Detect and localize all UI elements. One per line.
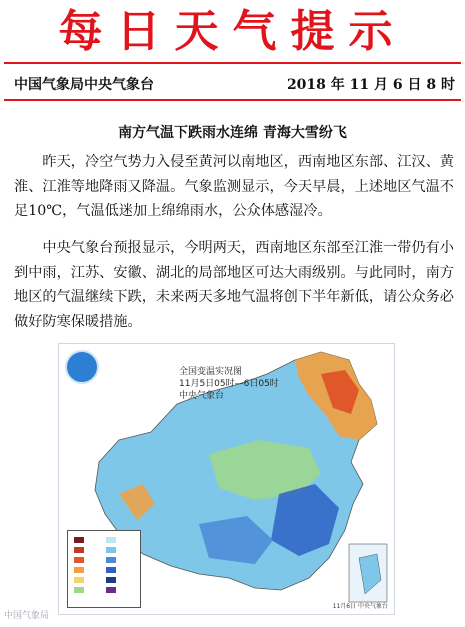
- article-headline: 南方气温下跌雨水连绵 青海大雪纷飞: [118, 125, 347, 141]
- map-source: 中央气象台: [179, 391, 225, 401]
- map-legend: [67, 530, 141, 608]
- legend-swatch: [106, 547, 116, 553]
- map-time-range: 11月5日05时—6日05时: [179, 379, 279, 389]
- legend-swatch: [106, 537, 116, 543]
- map-caption: [179, 366, 279, 402]
- map-credit: 11月6日 中央气象台: [332, 603, 388, 610]
- legend-swatch: [74, 537, 84, 543]
- masthead-title: 每日天气提示: [58, 6, 407, 57]
- masthead-divider: [4, 62, 461, 64]
- legend-swatch: [106, 557, 116, 563]
- byline-divider: [4, 99, 461, 101]
- legend-swatch: [74, 587, 84, 593]
- issuing-organization: 中国气象局中央气象台: [14, 77, 154, 93]
- article-paragraph-2: 中央气象台预报显示，今明两天，西南地区东部至江淮一带仍有小到中雨，江苏、安徽、湖北的局部地区可达大雨级别。与此同时，南方地区的气温继续下跌，未来两天多地气温将创下半年新低，请公众务必做好防寒保暖措施。: [14, 240, 454, 330]
- legend-swatch: [106, 577, 116, 583]
- legend-swatch: [74, 557, 84, 563]
- legend-swatch: [106, 587, 116, 593]
- legend-swatch: [74, 577, 84, 583]
- watermark: 中国气象局: [4, 611, 50, 621]
- map-title: 全国变温实况图: [179, 367, 243, 377]
- legend-swatch: [106, 567, 116, 573]
- article-paragraph-1: 昨天，冷空气势力入侵至黄河以南地区，西南地区东部、江汉、黄淮、江淮等地降雨又降温。气象监测显示，今天早晨，上述地区气温不足10℃，气温低迷加上绵绵雨水，公众体感湿冷。: [14, 154, 454, 219]
- issue-date: 2018 年 11 月 6 日 8 时: [286, 77, 455, 93]
- legend-swatch: [74, 547, 84, 553]
- temperature-change-map: [58, 343, 395, 615]
- cma-logo: [65, 350, 99, 384]
- legend-swatch: [74, 567, 84, 573]
